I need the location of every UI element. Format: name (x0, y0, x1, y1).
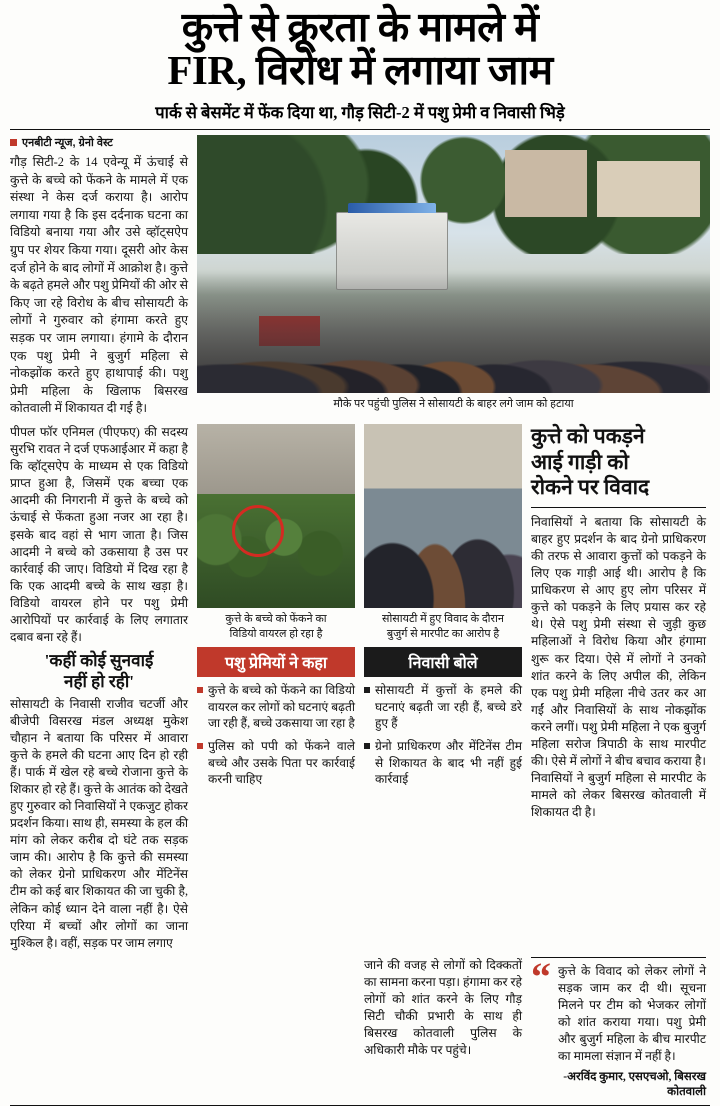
green-photo-bushes (197, 494, 355, 608)
green-caption-line-1: कुत्ते के बच्चे को फेंकने का (225, 613, 327, 626)
sidebar-divider (531, 507, 706, 508)
column-three (197, 424, 355, 952)
scuffle-photo-caption (364, 608, 522, 643)
quote-attribution: -अरविंद कुमार, एसएचओ, बिसरख कोतवाली (563, 1070, 706, 1099)
quote-text: कुत्ते के विवाद को लेकर लोगों ने सड़क जाम कर दी थी। सूचना मिलने पर टीम को भेजकर लोगों को शांत कराया गया। पशु प्रेमी और बुजुर्ग महिला के बीच मारपीट का मामला संज्ञान में नहीं है। (558, 963, 706, 1064)
lead-paragraph: गौड़ सिटी-2 के 14 एवेन्यू में ऊंचाई से कुत्ते के बच्चे को फेंकने के मामले में एक संस्था ने केस दर्ज कराया है। आरोप लगाया गया है कि इस दर्दनाक घटना का विडियो बनाया गया और उसे व्हॉट्सऐप ग्रुप पर शेयर किया गया। दूसरी ओर केस दर्ज होने के बाद लोगों में आक्रोश है। कुत्ते के बढ़ते हमले और पशु प्रेमियों की ओर से किए जा रहे विरोध के बीच सोसायटी के लोगों ने गुरुवार को हंगामा करते हुए सड़क पर जाम लगाया। हंगामे के दौरान एक पशु प्रेमी ने बुजुर्ग महिला से नोकझोंक करते हुए हाथापाई की। पशु प्रेमी महिला के खिलाफ बिसरख कोतवाली में शिकायत दी गई है। (10, 154, 188, 416)
quote-box (531, 953, 706, 1065)
scuffle-caption-line-1: सोसायटी में हुए विवाद के दौरान (382, 613, 504, 626)
residents-bar: निवासी बोले (364, 647, 522, 677)
middle-section (10, 424, 710, 952)
list-item: पुलिस को पपी को फेंकने वाले बच्चे और उसके पिता पर कार्रवाई करनी चाहिए (197, 738, 355, 788)
list-item: कुत्ते के बच्चे को फेंकने का विडियो वायरल कर लोगों को घटनाएं बढ़ती जा रही हैं, बच्चे उकसाया जा रहा है (197, 682, 355, 732)
scuffle-caption-line-2: बुजुर्ग से मारपीट का आरोप है (386, 628, 500, 641)
column-four (364, 424, 522, 952)
subheadline: पार्क से बेसमेंट में फेंक दिया था, गौड़ सिटी-2 में पशु प्रेमी व निवासी भिड़े (155, 102, 565, 122)
pull-quote-line-2: नहीं हो रही' (64, 672, 134, 692)
photo-building-2 (597, 161, 700, 218)
col3-bottom-paragraph: जाने की वजह से लोगों को दिक्कतों का सामना करना पड़ा। हंगामा कर रहे लोगों को शांत करने के लिए गौड़ सिटी चौकी प्रभारी के साथ ही बिसरख कोतवाली पुलिस के अधिकारी मौके पर पहुंचे। (364, 957, 522, 1058)
residents-bullets (364, 682, 522, 788)
highlight-circle-icon (232, 505, 284, 557)
green-photo-caption (197, 608, 355, 643)
scuffle-photo-people (364, 424, 522, 608)
page-title (10, 6, 710, 93)
column-two (10, 424, 188, 952)
top-section (10, 135, 710, 418)
headline-line-2: FIR, विरोध में लगाया जाम (167, 47, 553, 94)
pull-quote (10, 650, 188, 693)
quote-mark-icon: “ (531, 953, 551, 999)
col2-pullquote-body: सोसायटी के निवासी राजीव चटर्जी और बीजेपी विसरख मंडल अध्यक्ष मुकेश चौहान ने बताया कि परिसर में आवारा कुत्ते के हमले की घटना आए दिन हो रही हैं। पार्क में खेल रहे बच्चे रोजाना कुत्ते के शिकार हो रहे हैं। कुत्ते के आतंक को देखते हुए गुरुवार को निवासियों ने एकजुट होकर प्रदर्शन किया। साथ ही, समस्या के हल की मांग को लेकर करीब दो घंटे तक सड़क जाम की। आरोप है कि कुत्ते की समस्या को लेकर ग्रेनो प्राधिकरण और मेंटिनेंस टीम को कई बार शिकायत की जा चुकी है, लेकिन कोई ध्यान देने वाला नहीं है। ऐसे एरिया में बच्चों और लोगों का जाना मुश्किल है। वहीं, सड़क पर जाम लगाए (10, 696, 188, 950)
byline (10, 135, 188, 150)
sidebar-heading-line-2: आई गाड़ी को (531, 449, 629, 474)
bullet-square-icon (10, 139, 17, 146)
sidebar-heading (531, 424, 706, 501)
pull-quote-line-1: 'कहीं कोई सुनवाई (44, 651, 154, 671)
green-caption-line-2: विडियो वायरल हो रहा है (229, 628, 323, 641)
masthead-divider (10, 129, 710, 130)
main-photo-caption: मौके पर पहुंची पुलिस ने सोसायटी के बाहर लगे जाम को हटाया (333, 397, 574, 410)
green-photo-wall (197, 424, 355, 501)
photo-crowd (197, 243, 710, 393)
sidebar-heading-line-3: रोकने पर विवाद (531, 475, 650, 500)
sidebar-heading-line-1: कुत्ते को पकड़ने (531, 424, 645, 449)
lead-column (10, 135, 188, 418)
photo-building (505, 150, 587, 217)
byline-text: एनबीटी न्यूज, ग्रेनो वेस्ट (22, 136, 113, 149)
list-item: ग्रेनो प्राधिकरण और मेंटिनेंस टीम से शिकायत के बाद भी नहीं हुई कार्रवाई (364, 738, 522, 788)
scuffle-photo (364, 424, 522, 608)
col2-paragraph: पीपल फॉर एनिमल (पीएफए) की सदस्य सुरभि रावत ने दर्ज एफआईआर में कहा है कि व्हॉट्सऐप के माध्यम से एक विडियो प्राप्त हुआ है, जिसमें एक बच्चा एक आदमी की निगरानी में कुत्ते के बच्चे को ऊंचाई से फेंकता हुआ नजर आ रहा है। इसके बाद वहां से भाग जाता है। जिस आदमी ने बच्चे को उकसाया है उस पर कार्रवाई की जाए। विडियो में दिख रहा है कि एक आदमी बच्चे के साथ खड़ा है। विडियो वायरल होने पर पशु प्रेमी आरोपियों पर कार्रवाई के लिए लगातार दबाव बना रहे हैं। (10, 425, 188, 644)
green-photo (197, 424, 355, 608)
sidebar-body: निवासियों ने बताया कि सोसायटी के बाहर हुए प्रदर्शन के बाद ग्रेनो प्राधिकरण की तरफ से आवारा कुत्तों को पकड़ने के लिए एक गाड़ी आई थी। आरोप है कि प्राधिकरण से आए हुए लोग परिसर में कुत्ते को पकड़ने के लिए प्रयास कर रहे थे। ऐसे पशु प्रेमी संस्था से जुड़ी कुछ महिलाओं ने विरोध किया और हंगामा शुरू कर दिया। ऐसे में लोगों ने उनको शांत करने के लिए अपील की, लेकिन एक पशु प्रेमी महिला नीचे उतर कर आ गईं और निवासियों के साथ नोकझोंक करने लगीं। पशु प्रेमी महिला ने एक बुजुर्ग महिला सरोज त्रिपाठी के साथ मारपीट की। ऐसे में लोगों ने बीच बचाव कराया है। निवासियों ने बुजुर्ग महिला से मारपीट के मामले को लेकर बिसरख कोतवाली में शिकायत दी है। (531, 514, 706, 820)
column-five (531, 424, 706, 952)
list-item: सोसायटी में कुत्तों के हमले की घटनाएं बढ़ती जा रही हैं, बच्चे डरे हुए हैं (364, 682, 522, 732)
main-photo-block (197, 135, 710, 418)
main-photo (197, 135, 710, 393)
animal-lovers-bullets (197, 682, 355, 788)
animal-lovers-bar: पशु प्रेमियों ने कहा (197, 647, 355, 677)
headline-line-1: कुत्ते से क्रूरता के मामले में (181, 4, 539, 50)
